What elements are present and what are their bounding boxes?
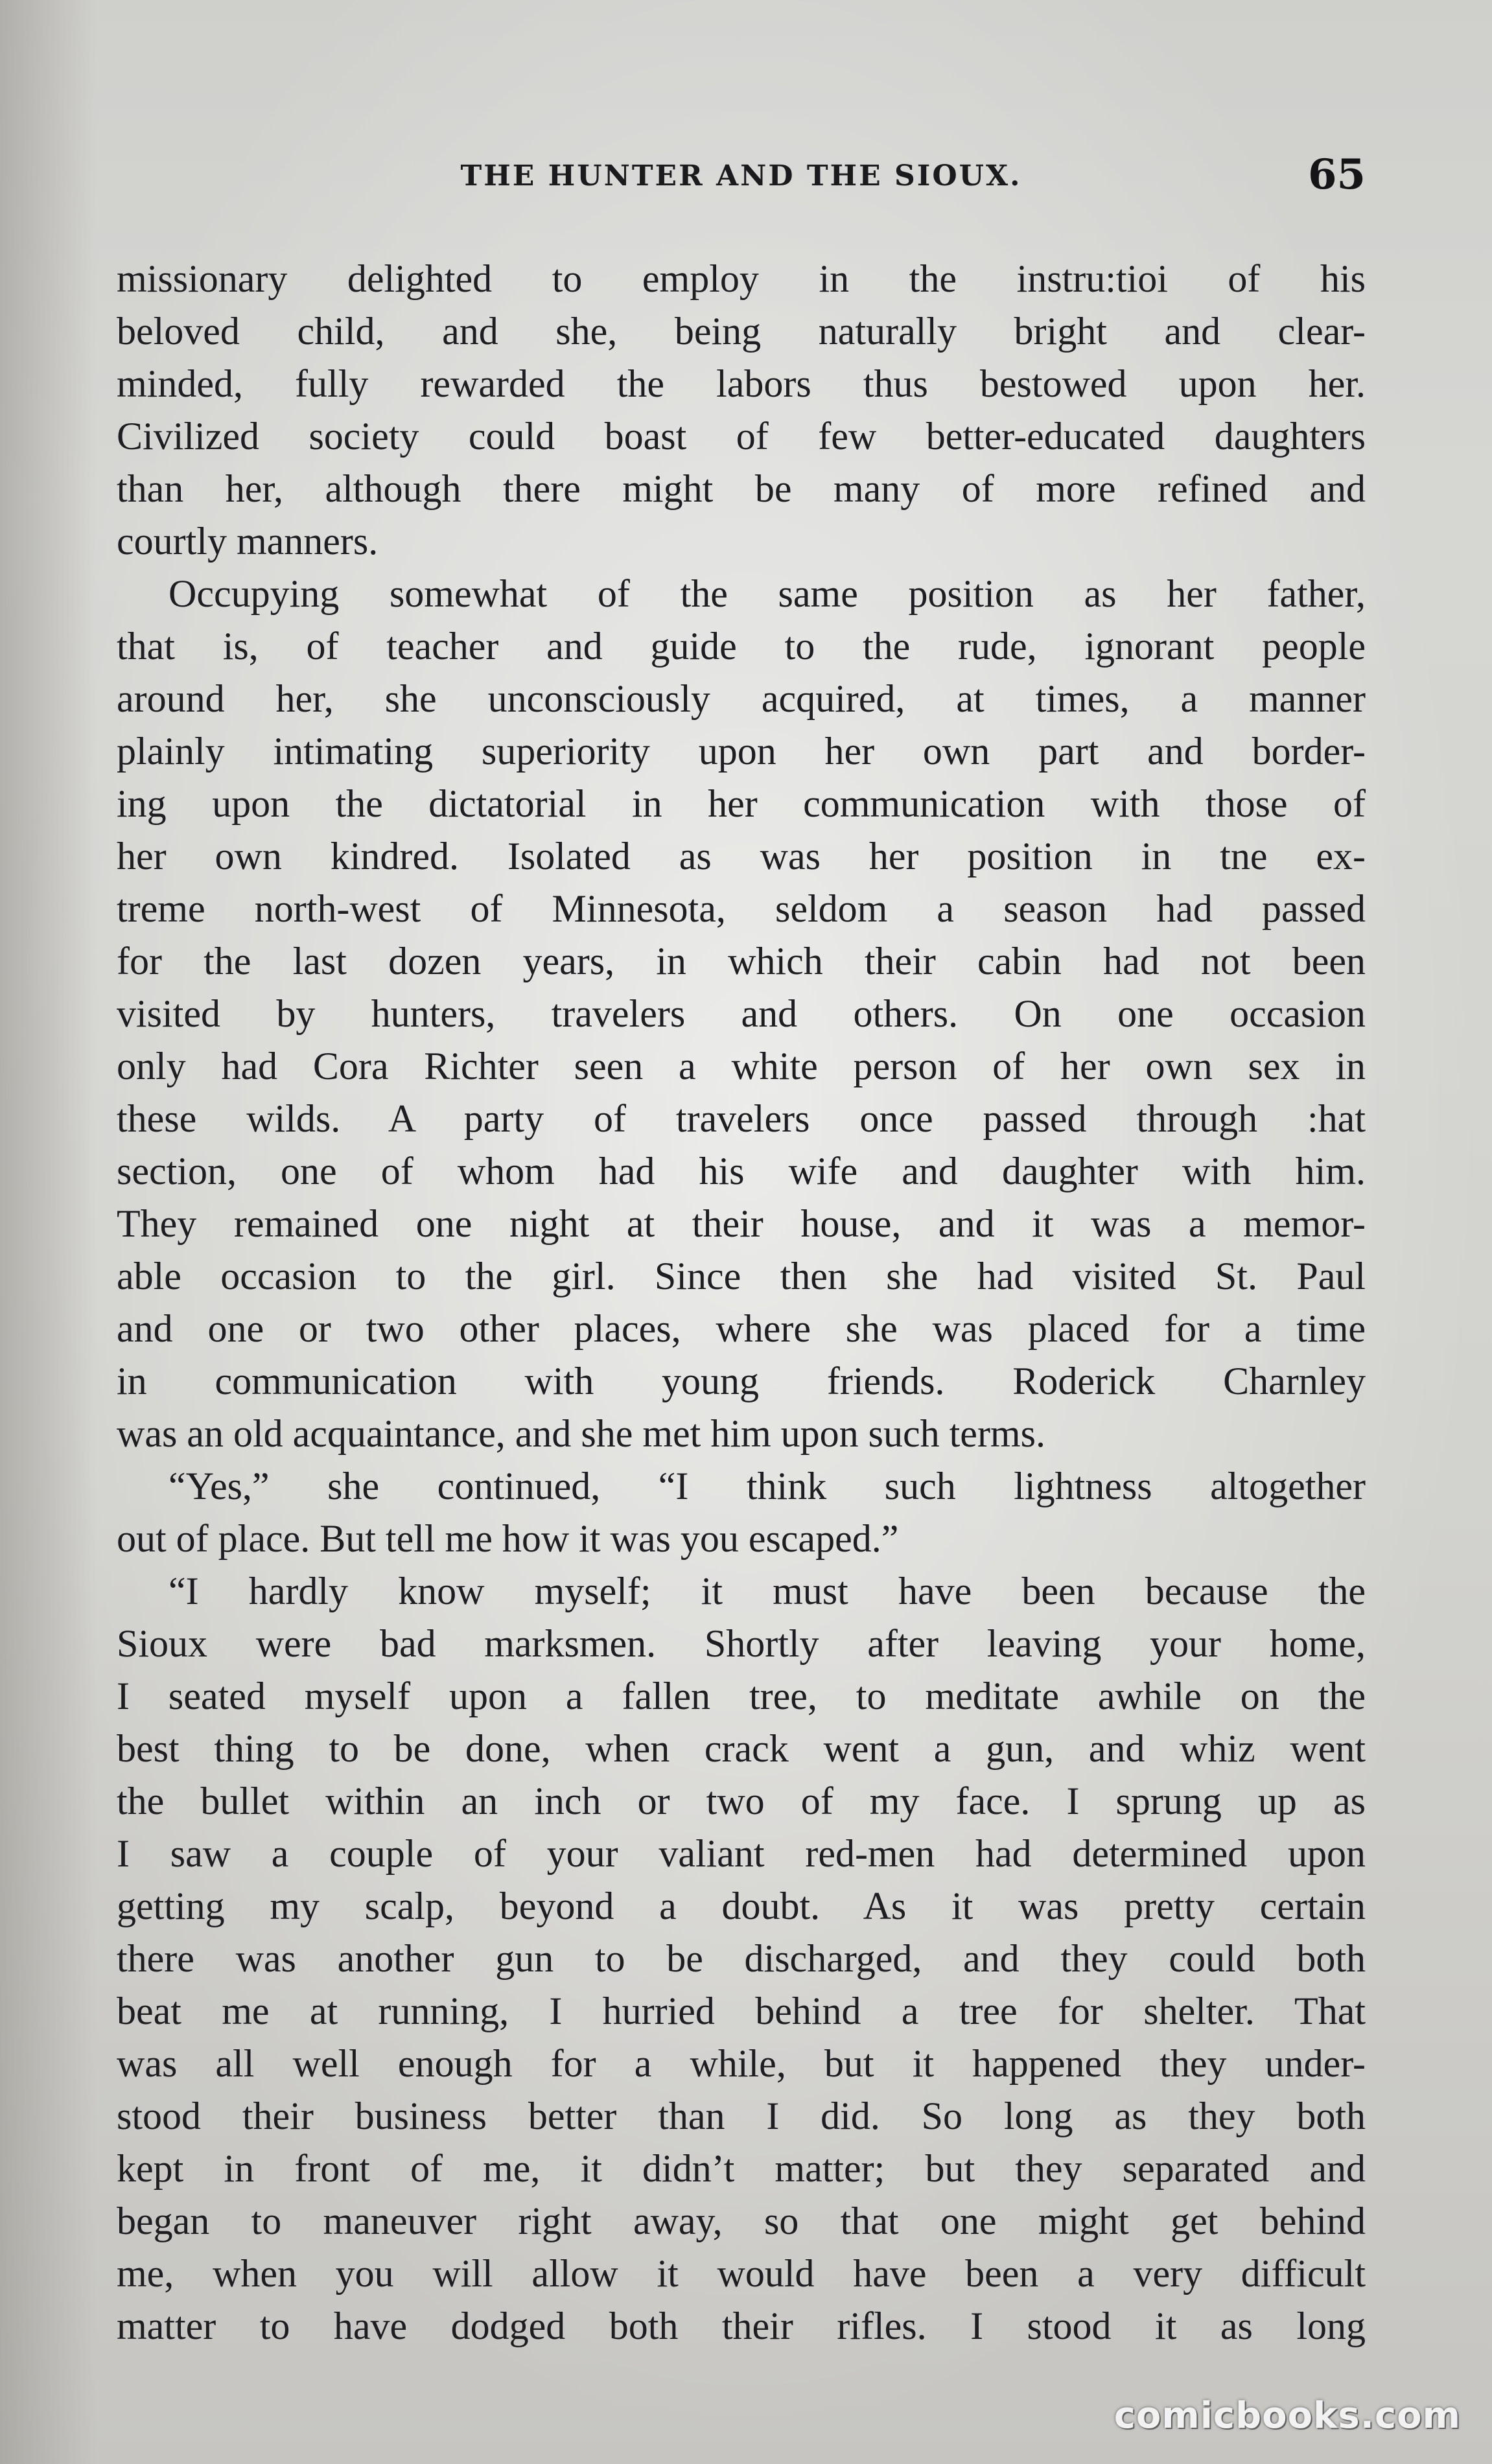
text-line: getting my scalp, beyond a doubt. As it was pretty certain [117, 1885, 1366, 1927]
text-line: stood their business better than I did. So long as they both [117, 2095, 1366, 2137]
text-line: began to maneuver right away, so that one might get behind [117, 2200, 1366, 2242]
text-line: was an old acquaintance, and she met him upon such terms. [117, 1412, 1045, 1455]
text-line: these wilds. A party of travelers once passed through :hat [117, 1097, 1366, 1140]
text-line: missionary delighted to employ in the instru:tioi of his [117, 257, 1366, 300]
text-line: visited by hunters, travelers and others. On one occasion [117, 992, 1366, 1035]
text-line: that is, of teacher and guide to the rude, ignorant people [117, 625, 1366, 668]
text-line: section, one of whom had his wife and daughter with him. [117, 1150, 1366, 1192]
text-line: me, when you will allow it would have been a very difficult [117, 2252, 1366, 2295]
watermark: comicbooks.com [1113, 2395, 1461, 2437]
text-line: Civilized society could boast of few better-educated daughters [117, 415, 1366, 458]
page-number: 65 [1307, 150, 1366, 199]
text-line: best thing to be done, when crack went a gun, and whiz went [117, 1727, 1366, 1770]
text-line: her own kindred. Isolated as was her position in tne ex- [117, 835, 1366, 878]
text-line: minded, fully rewarded the labors thus bestowed upon her. [117, 362, 1366, 405]
text-line: courtly manners. [117, 520, 379, 563]
text-line: than her, although there might be many of more refined and [117, 467, 1366, 510]
text-line: and one or two other places, where she was placed for a time [117, 1307, 1366, 1350]
text-line: there was another gun to be discharged, and they could both [117, 1937, 1366, 1980]
text-line: ing upon the dictatorial in her communication with those of [117, 782, 1366, 825]
text-line: matter to have dodged both their rifles. I stood it as long [117, 2305, 1366, 2347]
text-line: the bullet within an inch or two of my face. I sprung up as [117, 1780, 1366, 1822]
text-line: beloved child, and she, being naturally bright and clear- [117, 310, 1366, 353]
page-edge-shadow [0, 0, 97, 2464]
page-header [117, 150, 1366, 209]
text-line: “Yes,” she continued, “I think such lightness altogether [169, 1465, 1366, 1507]
text-line: plainly intimating superiority upon her own part and border- [117, 730, 1366, 773]
text-line: beat me at running, I hurried behind a tree for shelter. That [117, 1990, 1366, 2032]
text-line: I seated myself upon a fallen tree, to meditate awhile on the [117, 1675, 1366, 1717]
text-line: able occasion to the girl. Since then she had visited St. Paul [117, 1255, 1366, 1297]
body-text [117, 253, 1366, 2353]
text-line: Sioux were bad marksmen. Shortly after leaving your home, [117, 1622, 1366, 1665]
text-line: for the last dozen years, in which their cabin had not been [117, 940, 1366, 982]
text-line: “I hardly know myself; it must have been because the [169, 1570, 1366, 1612]
text-line: was all well enough for a while, but it happened they under- [117, 2042, 1366, 2085]
text-line: only had Cora Richter seen a white person of her own sex in [117, 1045, 1366, 1087]
text-line: around her, she unconsciously acquired, at times, a manner [117, 677, 1366, 720]
text-line: kept in front of me, it didn’t matter; but they separated and [117, 2147, 1366, 2190]
text-line: out of place. But tell me how it was you escaped.” [117, 1517, 899, 1560]
text-line: in communication with young friends. Roderick Charnley [117, 1360, 1366, 1402]
text-line: treme north-west of Minnesota, seldom a season had passed [117, 887, 1366, 930]
text-line: They remained one night at their house, and it was a memor- [117, 1202, 1366, 1245]
text-line: Occupying somewhat of the same position as her father, [169, 572, 1366, 615]
running-head: THE HUNTER AND THE SIOUX. [460, 159, 1022, 192]
text-line: I saw a couple of your valiant red-men had determined upon [117, 1832, 1366, 1875]
